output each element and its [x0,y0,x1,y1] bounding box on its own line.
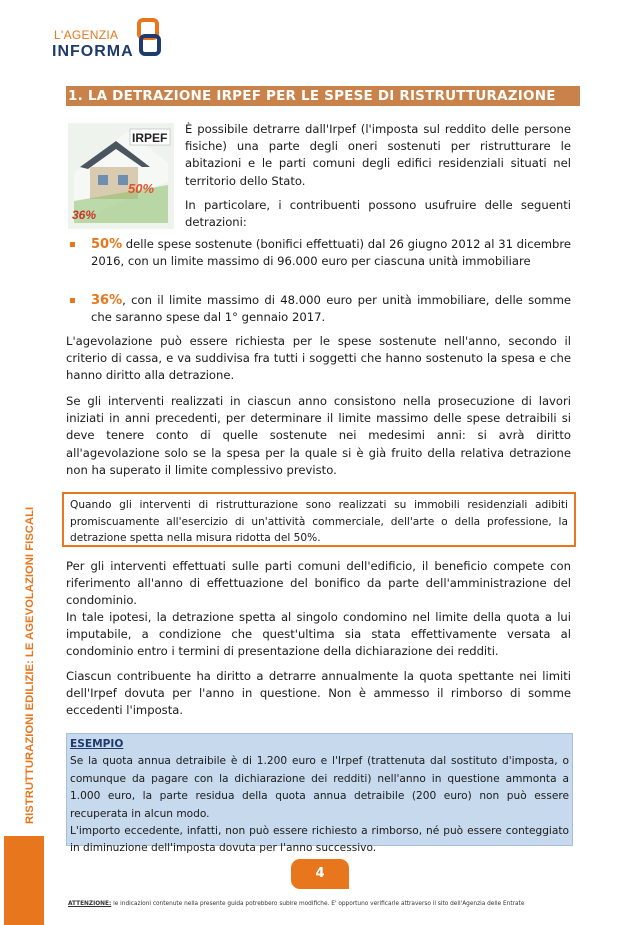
bullet-square-icon [70,298,75,303]
body-paragraph-cassa: L'agevolazione può essere richiesta per le spese sostenute nell'anno, secondo il criterio di cassa, e va suddivisa fra tutti i soggetti che hanno sostenuto la spesa e che hanno diritto alla detrazione. [66,334,571,383]
list-item-50 [70,236,571,270]
irpef-label: IRPEF [132,131,168,145]
body-paragraph-rimborso: Ciascun contribuente ha diritto a detrarre annualmente la quota spettante nei limiti dell'Irpef dovuta per l'anno in questione. Non è ammesso il rimborso di somme eccedenti l'imposta. [66,669,571,718]
section-title: 1. LA DETRAZIONE IRPEF PER LE SPESE DI RISTRUTTURAZIONE [66,86,580,106]
footer-label: ATTENZIONE: [68,901,112,907]
bullet-percent: 36% [91,293,123,308]
body-paragraph-condomino: In tale ipotesi, la detrazione spetta al singolo condomino nel limite della quota a lui imputabile, a condizione che quest'ultima sia stata effettivamente versata al condominio entro i termini di presentazione della dichiarazione dei redditi. [66,610,571,659]
bullet-square-icon [70,242,75,247]
irpef-house-illustration [68,123,174,229]
example-heading: ESEMPIO [70,738,124,750]
page-number: 4 [291,859,349,889]
bullet-percent: 50% [91,237,123,252]
logo-line1: L'AGENZIA [54,28,119,42]
logo-mark-icon [136,18,162,60]
footer-disclaimer [68,901,524,907]
intro-paragraph-1: È possibile detrarre dall'Irpef (l'imposta sul reddito delle persone fisiche) una parte degli oneri sostenuti per ristrutturare le abitazioni e le parti comuni degli edifici residenziali situati nel territorio dello Stato. [185,122,571,188]
body-paragraph-prosecuzione: Se gli interventi realizzati in ciascun anno consistono nella prosecuzione di lavori iniziati in anni precedenti, per determinare il limite massimo delle spese detraibili si deve tenere conto di quelle sostenute nei medesimi anni: si avrà diritto all'agevolazione solo se la spesa per la quale si è già fruito della relativa detrazione non ha superato il limite complessivo previsto. [66,394,571,477]
agenzia-informa-logo [52,14,162,62]
sidebar-vertical-title: RISTRUTTURAZIONI EDILIZIE: LE AGEVOLAZIONI FISCALI [24,506,36,824]
footer-text: le indicazioni contenute nella presente guida potrebbero subire modifiche. E' opportuno verificarle attraverso il sito dell'Agenzia delle Entrate [111,901,525,907]
intro-paragraph-2: In particolare, i contribuenti possono usufruire delle seguenti detrazioni: [185,198,571,230]
example-text-1: Se la quota annua detraibile è di 1.200 euro e l'Irpef (trattenuta dal sostituto d'imposta, o comunque da pagare con la dichiarazione dei redditi) nell'anno in questione ammonta a 1.000 euro, la parte residua della quota annua detraibile (200 euro) non può essere recuperata in alcun modo. [70,755,569,820]
highlight-box-uso-promiscuo: Quando gli interventi di ristrutturazione sono realizzati su immobili residenziali adibiti promiscuamente all'esercizio di un'attività commerciale, dell'arte o della professione, la detrazione spetta nella misura ridotta del 50%. [62,492,576,547]
bullet-text: , con il limite massimo di 48.000 euro per unità immobiliare, delle somme che saranno spese dal 1° gennaio 2017. [91,293,571,325]
bullet-text: delle spese sostenute (bonifici effettuati) dal 26 giugno 2012 al 31 dicembre 2016, con un limite massimo di 96.000 euro per ciascuna unità immobiliare [91,237,572,269]
sidebar-accent-bar [4,836,44,925]
sidebar [0,0,44,925]
body-paragraph-parti-comuni: Per gli interventi effettuati sulle parti comuni dell'edificio, il beneficio compete con riferimento all'anno di effettuazione del bonifico da parte dell'amministrazione del condominio. [66,559,571,608]
list-item-36 [70,292,571,326]
label-50: 50% [128,181,155,196]
label-36: 36% [72,208,97,222]
example-box [66,733,573,855]
logo-line2: INFORMA [52,43,134,60]
example-text-2: L'importo eccedente, infatti, non può essere richiesto a rimborso, né può essere conteggiato in diminuzione dell'imposta dovuta per l'anno successivo. [70,825,569,855]
